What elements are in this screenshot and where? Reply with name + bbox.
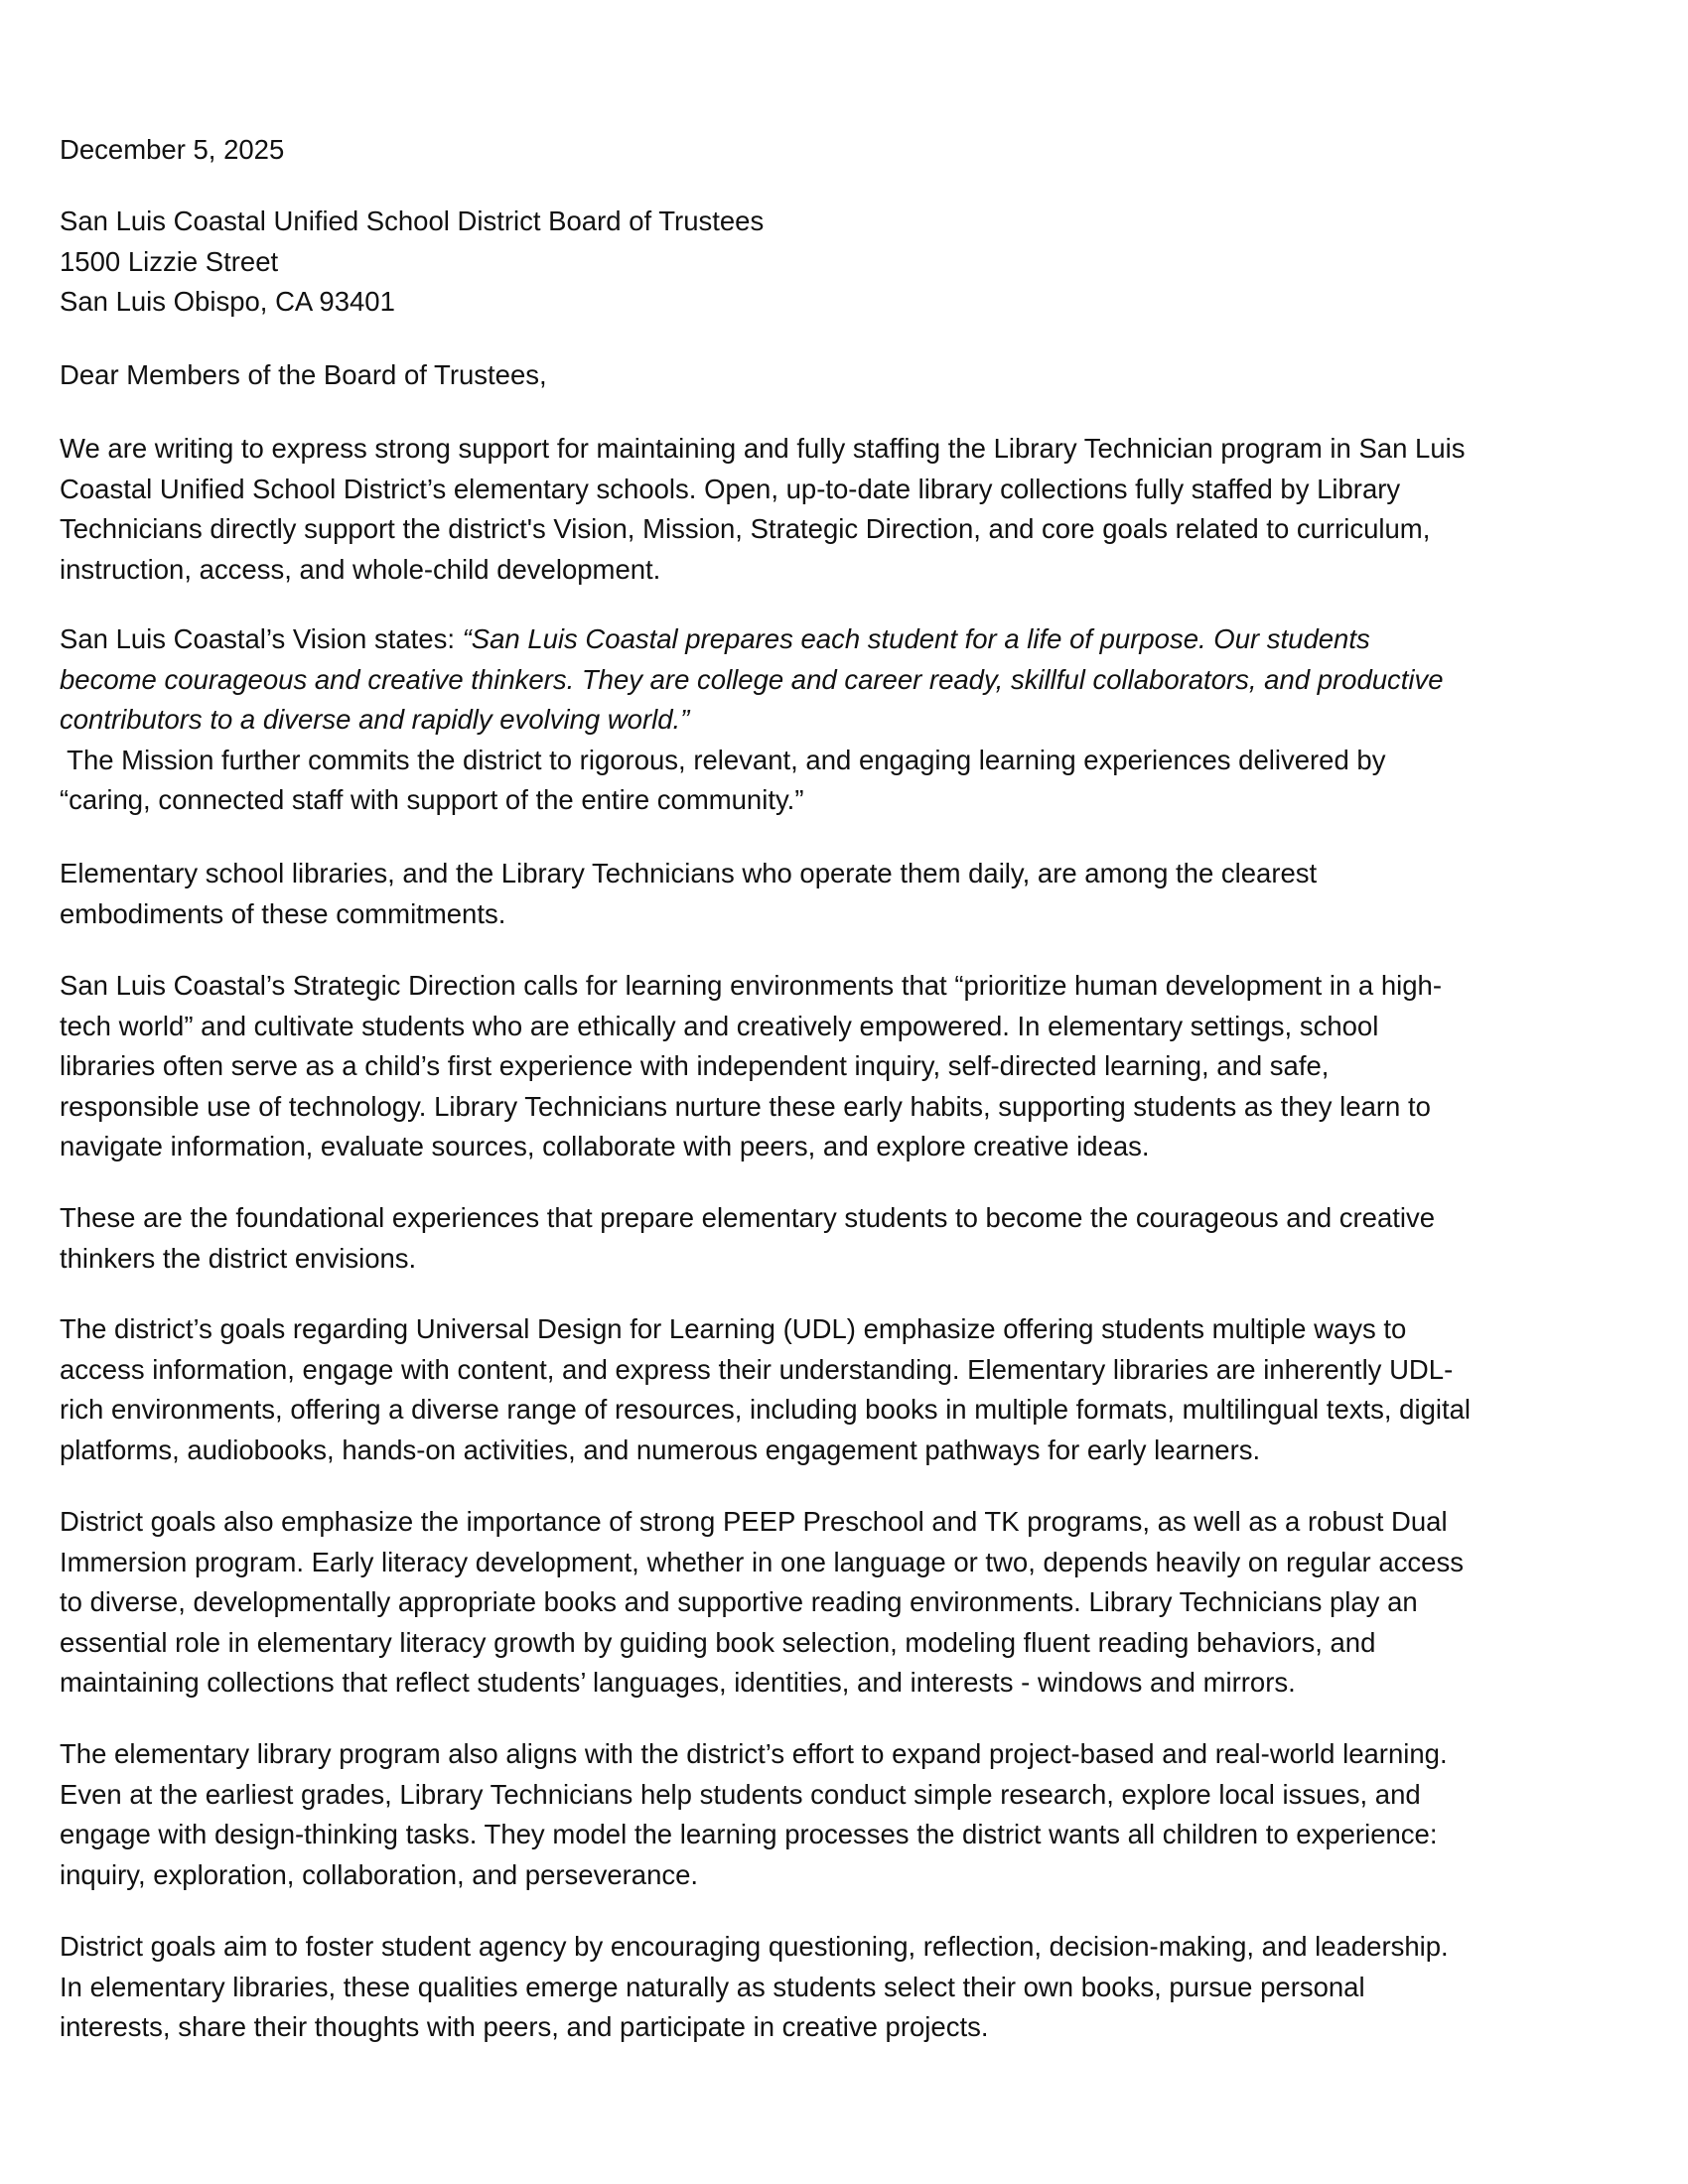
- paragraph-intro: [60, 429, 1465, 590]
- text-line: thinkers the district envisions.: [60, 1242, 417, 1274]
- date-text: December 5, 2025: [60, 134, 285, 165]
- vision-quote-line: contributors to a diverse and rapidly evolving world.”: [60, 704, 690, 736]
- text-line: libraries often serve as a child’s first experience with independent inquiry, self-directed learning, and safe,: [60, 1050, 1330, 1082]
- letter-date: [60, 130, 284, 171]
- text-line: The district’s goals regarding Universal Design for Learning (UDL) emphasize offering students multiple ways to: [60, 1313, 1407, 1344]
- paragraph-udl: [60, 1309, 1471, 1470]
- paragraph-agency: [60, 1927, 1449, 2048]
- text-line: instruction, access, and whole-child development.: [60, 553, 661, 585]
- text-line: engage with design-thinking tasks. They model the learning processes the district wants all children to experience:: [60, 1819, 1438, 1850]
- vision-lead: San Luis Coastal’s Vision states:: [60, 623, 463, 654]
- vision-quote-line: become courageous and creative thinkers. They are college and career ready, skillful collaborators, and productive: [60, 663, 1444, 695]
- text-line: rich environments, offering a diverse range of resources, including books in multiple formats, multilingual texts, digital: [60, 1394, 1472, 1426]
- text-line: The elementary library program also aligns with the district’s effort to expand project-based and real-world learning.: [60, 1738, 1448, 1769]
- text-line: access information, engage with content, and express their understanding. Elementary libraries are inherently UDL-: [60, 1353, 1454, 1385]
- text-line: to diverse, developmentally appropriate books and supportive reading environments. Library Technicians play an: [60, 1586, 1418, 1618]
- text-line: embodiments of these commitments.: [60, 897, 506, 929]
- vision-quote-line: “San Luis Coastal prepares each student for a life of purpose. Our students: [462, 623, 1370, 654]
- salutation: [60, 355, 547, 396]
- text-line: navigate information, evaluate sources, collaborate with peers, and explore creative ideas.: [60, 1131, 1150, 1162]
- paragraph-project-based: [60, 1734, 1448, 1895]
- text-line: inquiry, exploration, collaboration, and perseverance.: [60, 1858, 699, 1890]
- paragraph-elementary: [60, 854, 1317, 934]
- text-line: San Luis Coastal’s Strategic Direction calls for learning environments that “prioritize human development in a high-: [60, 970, 1442, 1001]
- text-line: In elementary libraries, these qualities emerge naturally as students select their own books, pursue personal: [60, 1971, 1365, 2002]
- text-line: Even at the earliest grades, Library Technicians help students conduct simple research, explore local issues, and: [60, 1778, 1421, 1810]
- text-line: Technicians directly support the district's Vision, Mission, Strategic Direction, and core goals related to curriculum,: [60, 513, 1431, 545]
- text-line: maintaining collections that reflect students’ languages, identities, and interests - windows and mirrors.: [60, 1667, 1296, 1699]
- paragraph-strategic-direction: [60, 966, 1442, 1167]
- text-line: Elementary school libraries, and the Library Technicians who operate them daily, are among the clearest: [60, 858, 1318, 888]
- address-line: San Luis Coastal Unified School District Board of Trustees: [60, 205, 765, 236]
- paragraph-literacy: [60, 1502, 1464, 1704]
- text-line: We are writing to express strong support for maintaining and fully staffing the Library Technician program in San Luis: [60, 433, 1466, 464]
- address-line: San Luis Obispo, CA 93401: [60, 286, 395, 318]
- text-line: District goals also emphasize the importance of strong PEEP Preschool and TK programs, as well as a robust Dual: [60, 1506, 1448, 1537]
- paragraph-vision: [60, 619, 1444, 821]
- text-line: These are the foundational experiences that prepare elementary students to become the courageous and creative: [60, 1202, 1436, 1233]
- mission-line: The Mission further commits the district to rigorous, relevant, and engaging learning experiences delivered by: [60, 744, 1386, 775]
- text-line: Immersion program. Early literacy development, whether in one language or two, depends heavily on regular access: [60, 1546, 1464, 1577]
- text-line: responsible use of technology. Library Technicians nurture these early habits, supporting students as they learn to: [60, 1090, 1431, 1122]
- mission-line: “caring, connected staff with support of the entire community.”: [60, 784, 804, 816]
- text-line: interests, share their thoughts with peers, and participate in creative projects.: [60, 2011, 989, 2043]
- text-line: Coastal Unified School District’s elementary schools. Open, up-to-date library collections fully staffed by Library: [60, 473, 1401, 504]
- recipient-address: [60, 202, 764, 323]
- text-line: essential role in elementary literacy growth by guiding book selection, modeling fluent reading behaviors, and: [60, 1626, 1376, 1658]
- text-line: tech world” and cultivate students who are ethically and creatively empowered. In elementary settings, school: [60, 1010, 1379, 1041]
- text-line: District goals aim to foster student agency by encouraging questioning, reflection, decision-making, and leadership.: [60, 1931, 1449, 1962]
- paragraph-foundational: [60, 1198, 1435, 1279]
- salutation-text: Dear Members of the Board of Trustees,: [60, 359, 547, 390]
- text-line: platforms, audiobooks, hands-on activities, and numerous engagement pathways for early learners.: [60, 1433, 1261, 1465]
- address-line: 1500 Lizzie Street: [60, 245, 279, 277]
